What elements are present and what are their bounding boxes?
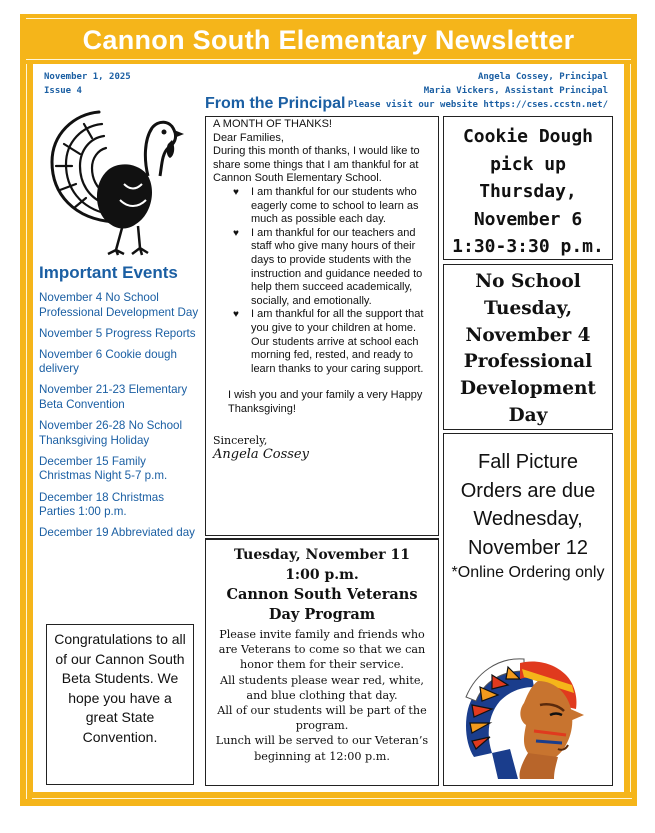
list-item: December 18 Christmas Parties 1:00 p.m. xyxy=(39,490,164,519)
picture-orders-note: *Online Ordering only xyxy=(451,564,605,581)
beta-congratulations-box: Congratulations to all of our Cannon South Beta Students. We hope you have a great State Convention. xyxy=(46,624,194,785)
letter-closing: I wish you and your family a very Happy Thanksgiving! xyxy=(228,389,423,415)
veterans-paragraph: All of our students will be part of the program. xyxy=(217,704,427,733)
letter-intro: During this month of thanks, I would like to share some things that I am thankful for at Cannon South Elementary School. xyxy=(213,145,420,185)
newsletter-title: Cannon South Elementary Newsletter xyxy=(82,25,575,55)
letter-sign-off: Sincerely, xyxy=(213,434,268,448)
list-item: December 15 Family Christmas Night 5-7 p.m. xyxy=(39,454,168,483)
list-item: ♥ I am thankful for all the support that you give to your children at home. Our students arrive at school each morning fed, rested, and ready to learn thanks to your caring support. xyxy=(233,308,424,375)
principal-section-heading: From the Principal xyxy=(205,95,346,112)
frame-right-border xyxy=(624,64,637,806)
website-link[interactable]: Please visit our website https://cses.ccstn.net/ xyxy=(347,100,608,110)
list-item: November 26-28 No School Thanksgiving Holiday xyxy=(39,419,183,447)
list-item: ♥ I am thankful for our students who eagerly come to school to learn as much as possible each day. xyxy=(233,185,419,226)
list-item: November 21-23 Elementary Beta Convention xyxy=(39,383,188,412)
list-item: November 5 Progress Reports xyxy=(39,326,196,340)
heart-bullet-icon: ♥ xyxy=(233,186,239,198)
events-heading: Important Events xyxy=(39,263,178,282)
veterans-details xyxy=(210,627,434,764)
letter-greeting: Dear Families, xyxy=(213,131,284,144)
turkey-icon xyxy=(44,104,192,256)
letter-title: A MONTH OF THANKS! xyxy=(213,118,332,130)
veterans-paragraph: Lunch will be served to our Veteran’s beginning at 12:00 p.m. xyxy=(215,734,429,763)
thankful-list xyxy=(213,186,431,376)
events-list xyxy=(39,291,201,547)
list-item: ♥ I am thankful for our teachers and staff who give many hours of their days to provide students with the instruction and guidance needed to help them succeed academically, socially, and emotionally. xyxy=(233,226,423,307)
heart-bullet-icon: ♥ xyxy=(233,309,239,321)
veterans-day-box xyxy=(205,538,439,786)
frame-bottom-border xyxy=(32,792,632,806)
principal-letter xyxy=(205,116,439,536)
assistant-principal-name: Maria Vickers, Assistant Principal xyxy=(423,86,608,96)
list-item: December 19 Abbreviated day xyxy=(39,526,195,540)
veterans-paragraph: All students please wear red, white, and blue clothing that day. xyxy=(219,673,424,702)
no-school-box: No School Tuesday, November 4 Professional Development Day xyxy=(443,264,613,430)
chief-mascot-icon xyxy=(462,645,600,780)
veterans-paragraph: Please invite family and friends who are Veterans to come so that we can honor them for their service. xyxy=(218,628,426,672)
frame-left-border xyxy=(20,64,33,806)
veterans-date: Tuesday, November 11 xyxy=(234,547,410,563)
heart-bullet-icon: ♥ xyxy=(233,227,239,239)
cookie-dough-box: Cookie Dough pick up Thursday, November 6 1:30-3:30 p.m. xyxy=(443,116,613,260)
principal-name: Angela Cossey, Principal xyxy=(477,72,608,82)
veterans-title: Cannon South Veterans Day Program xyxy=(226,586,418,623)
letter-signature: Angela Cossey xyxy=(213,447,309,463)
list-item: November 6 Cookie dough delivery xyxy=(39,347,177,376)
issue-number: Issue 4 xyxy=(44,86,82,96)
list-item: November 4 No School Professional Development Day xyxy=(39,291,199,319)
picture-orders-text: Fall Picture Orders are due Wednesday, November 12 xyxy=(460,451,596,559)
veterans-time: 1:00 p.m. xyxy=(285,567,359,583)
issue-date: November 1, 2025 xyxy=(44,72,131,82)
